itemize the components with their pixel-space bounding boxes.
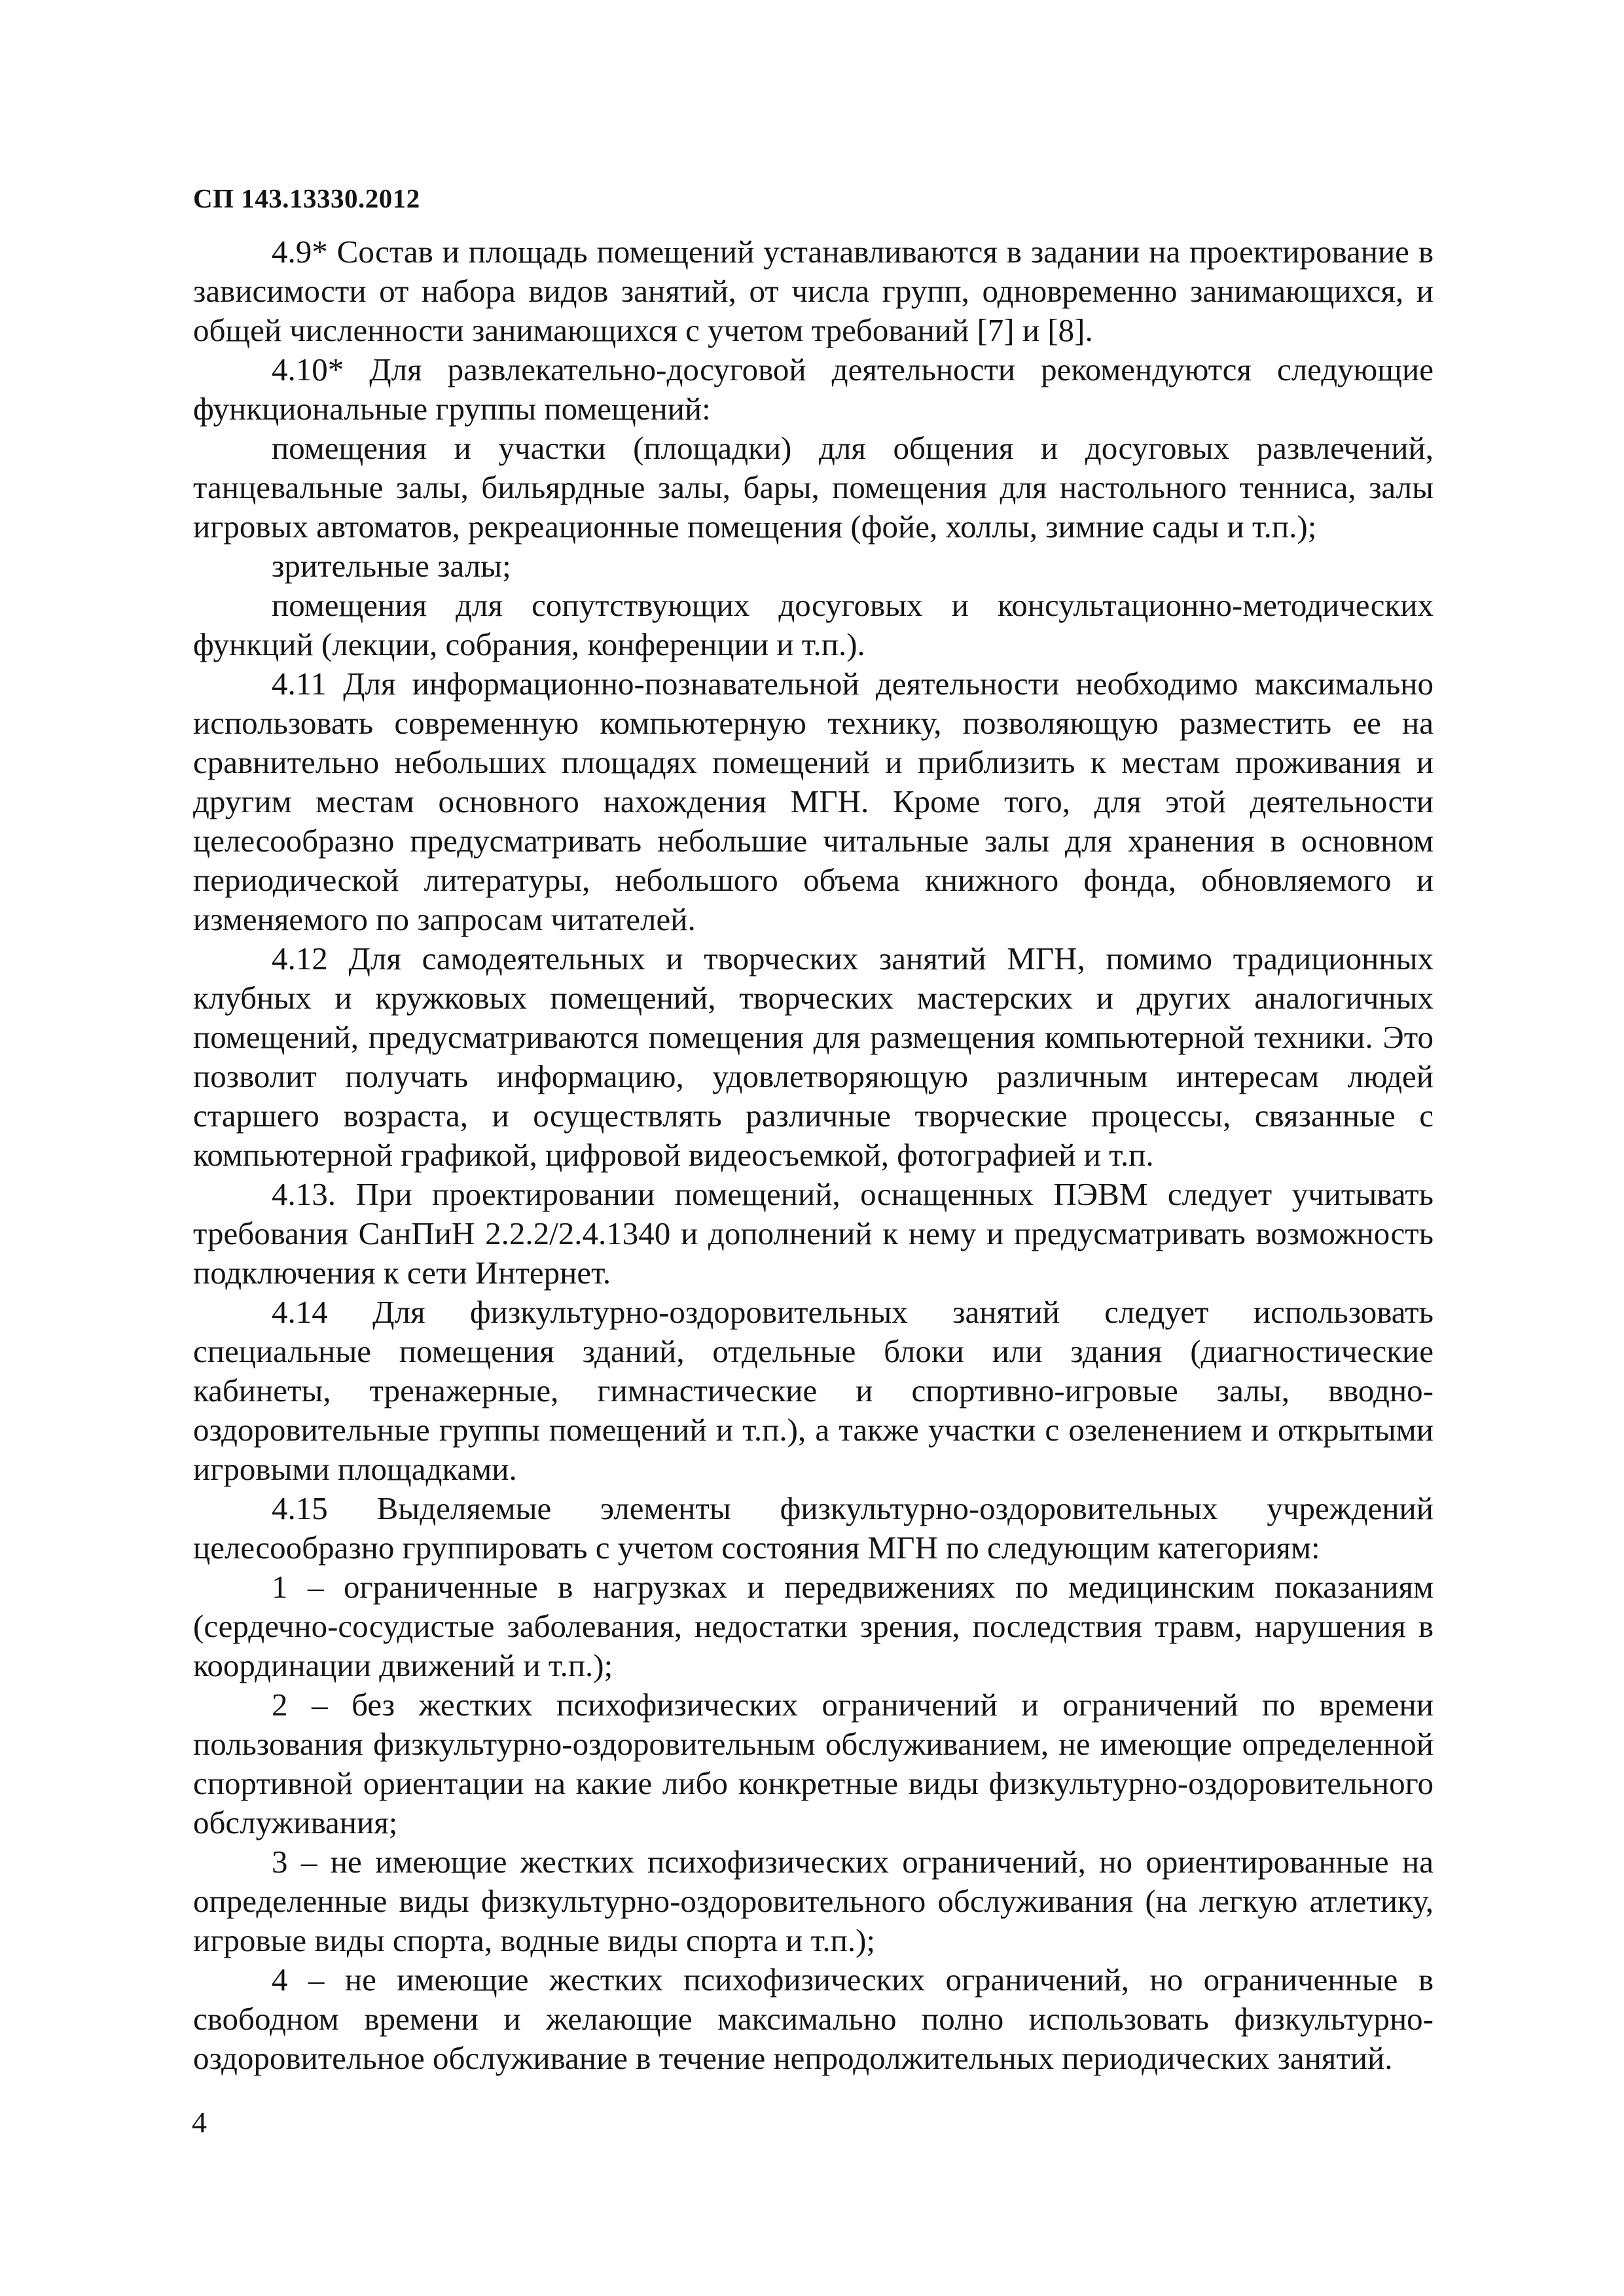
category-1-item: 1 – ограниченные в нагрузках и передвижениях по медицинским показаниям (сердечно-сосудистые заболевания, недостатки зрения, последствия травм, нарушения в координации движений и т.п.); (193, 1569, 1434, 1683)
paragraph-4-13: 4.13. При проектировании помещений, оснащенных ПЭВМ следует учитывать требования СанПиН 2.2.2/2.4.1340 и дополнений к нему и предусматривать возможность подключения к сети Интернет. (193, 1176, 1434, 1291)
paragraph-4-12: 4.12 Для самодеятельных и творческих занятий МГН, помимо традиционных клубных и кружковых помещений, творческих мастерских и других аналогичных помещений, предусматриваются помещения для размещения компьютерной техники. Это позволит получать информацию, удовлетворяющую различным интересам людей старшего возраста, и осуществлять различные творческие процессы, связанные с компьютерной графикой, цифровой видеосъемкой, фотографией и т.п. (193, 941, 1434, 1173)
paragraph-4-14: 4.14 Для физкультурно-оздоровительных занятий следует использовать специальные помещения зданий, отдельные блоки или здания (диагностические кабинеты, тренажерные, гимнастические и спортивно-игровые залы, вводно-оздоровительные группы помещений и т.п.), а также участки с озеленением и открытыми игровыми площадками. (193, 1294, 1434, 1487)
page-number: 4 (192, 2106, 207, 2139)
category-2-item: 2 – без жестких психофизических ограничений и ограничений по времени пользования физкультурно-оздоровительным обслуживанием, не имеющие определенной спортивной ориентации на какие либо конкретные виды физкультурно-оздоровительного обслуживания; (193, 1687, 1434, 1840)
paragraph-4-11: 4.11 Для информационно-познавательной деятельности необходимо максимально использовать современную компьютерную технику, позволяющую разместить ее на сравнительно небольших площадях помещений и приблизить к местам проживания и другим местам основного нахождения МГН. Кроме того, для этой деятельности целесообразно предусматривать небольшие читальные залы для хранения в основном периодической литературы, небольшого объема книжного фонда, обновляемого и изменяемого по запросам читателей. (193, 666, 1434, 937)
category-4-item: 4 – не имеющие жестких психофизических ограничений, но ограниченные в свободном времени и желающие максимально полно использовать физкультурно-оздоровительное обслуживание в течение непродолжительных периодических занятий. (193, 1962, 1434, 2076)
paragraph-4-10-item-1: помещения и участки (площадки) для общения и досуговых развлечений, танцевальные залы, бильярдные залы, бары, помещения для настольного тенниса, залы игровых автоматов, рекреационные помещения (фойе, холлы, зимние сады и т.п.); (193, 430, 1434, 545)
document-body (193, 232, 1434, 2078)
paragraph-4-10: 4.10* Для развлекательно-досуговой деятельности рекомендуются следующие функциональные группы помещений: (193, 351, 1434, 427)
paragraph-4-10-item-2: зрительные залы; (272, 548, 511, 584)
document-code-header: СП 143.13330.2012 (193, 183, 420, 213)
paragraph-4-9: 4.9* Состав и площадь помещений устанавливаются в задании на проектирование в зависимости от набора видов занятий, от числа групп, одновременно занимающихся, и общей численности занимающихся с учетом требований [7] и [8]. (193, 234, 1434, 348)
category-3-item: 3 – не имеющие жестких психофизических ограничений, но ориентированные на определенные виды физкультурно-оздоровительного обслуживания (на легкую атлетику, игровые виды спорта, водные виды спорта и т.п.); (193, 1844, 1434, 1958)
paragraph-4-15: 4.15 Выделяемые элементы физкультурно-оздоровительных учреждений целесообразно группировать с учетом состояния МГН по следующим категориям: (193, 1490, 1434, 1566)
paragraph-4-10-item-3: помещения для сопутствующих досуговых и консультационно-методических функций (лекции, собрания, конференции и т.п.). (193, 587, 1434, 662)
